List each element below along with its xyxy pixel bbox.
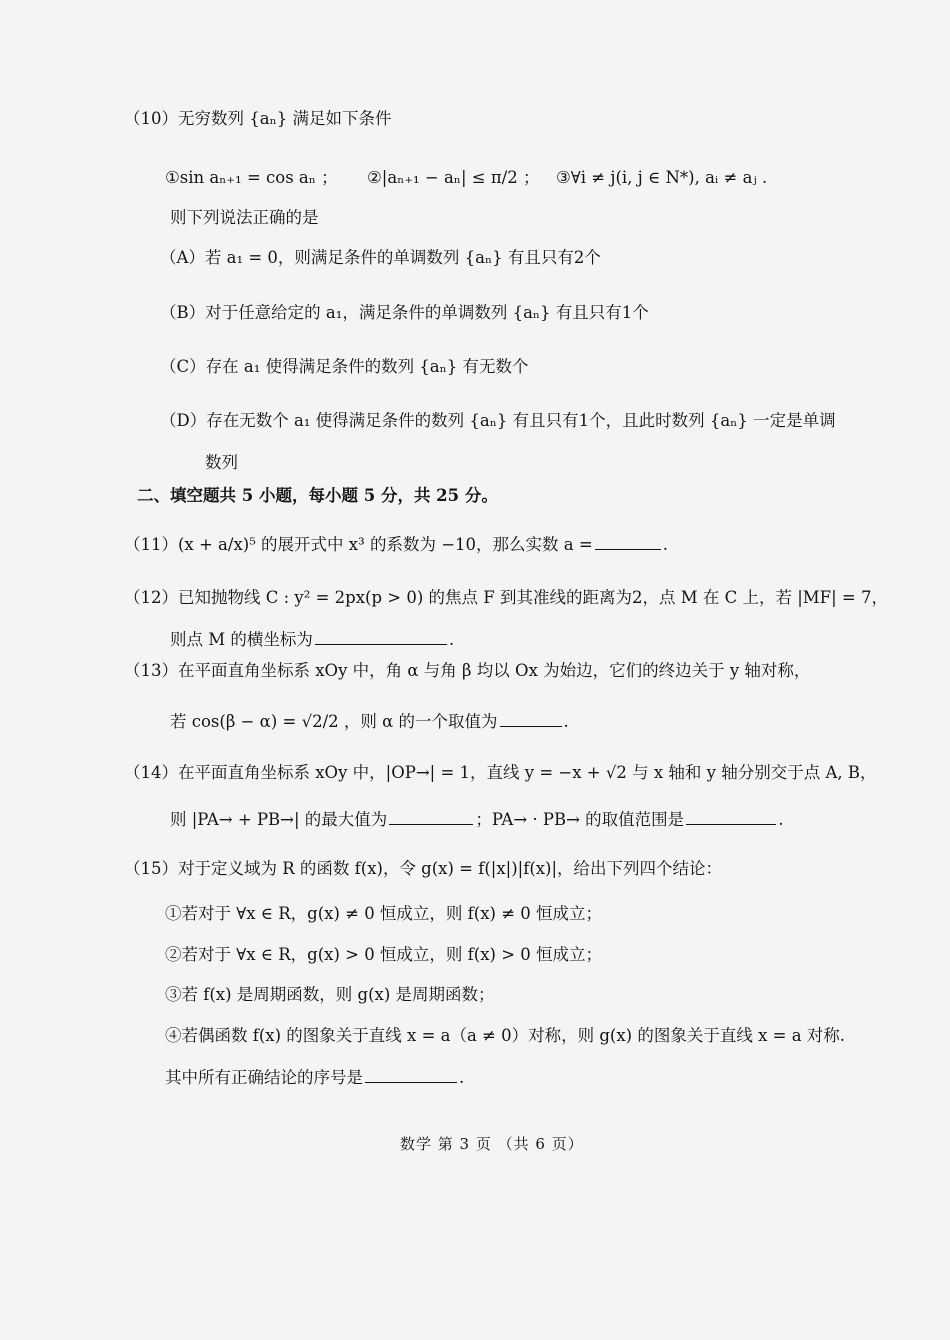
section-heading: 二、填空题共 5 小题，每小题 5 分，共 25 分。 [137,486,498,505]
page-footer: 数学 第 3 页 （共 6 页） [400,1135,584,1153]
q10-condition-3: ③∀i ≠ j(i, j ∈ N*), aᵢ ≠ aⱼ . [556,168,768,187]
q10-option-d-line1: （D）存在无数个 a₁ 使得满足条件的数列 {aₙ} 有且只有1个，且此时数列 {aₙ} 一定是单调 [160,411,836,430]
q11-text: （11）(x + a/x)⁵ 的展开式中 x³ 的系数为 −10，那么实数 a = [124,535,593,554]
q12-answer-blank[interactable] [315,628,447,645]
q15-conclusion-3: ③若 f(x) 是周期函数，则 g(x) 是周期函数； [165,985,495,1004]
q12-line2 [170,628,454,651]
q10-stem: （10）无穷数列 {aₙ} 满足如下条件 [124,109,392,128]
q10-condition-2: ②|aₙ₊₁ − aₙ| ≤ π/2 ； [367,168,540,187]
q15-ask [165,1066,464,1089]
q10-option-a: （A）若 a₁ = 0，则满足条件的单调数列 {aₙ} 有且只有2个 [160,248,601,267]
q15-ask-text: 其中所有正确结论的序号是 [165,1068,363,1087]
q15-conclusion-1: ①若对于 ∀x ∈ R，g(x) ≠ 0 恒成立，则 f(x) ≠ 0 恒成立； [165,904,603,923]
q12-ask: 则点 M 的横坐标为 [170,630,313,649]
q14-answer-blank-1[interactable] [389,808,473,825]
q15-answer-blank[interactable] [365,1066,457,1083]
q11 [124,533,668,556]
q14-answer-blank-2[interactable] [686,808,776,825]
q14-ask-max: 则 |PA→ + PB→| 的最大值为 [170,810,388,829]
q14-ask-range: ；PA→ · PB→ 的取值范围是 [475,810,685,829]
q14-line1: （14）在平面直角坐标系 xOy 中，|OP→| = 1，直线 y = −x + √2 与 x 轴和 y 轴分别交于点 A, B， [124,763,877,782]
q14-line2 [170,808,783,831]
q13-answer-blank[interactable] [500,710,562,727]
q13-end: . [563,712,569,731]
q12-end: . [448,630,455,649]
q15-conclusion-4: ④若偶函数 f(x) 的图象关于直线 x = a（a ≠ 0）对称，则 g(x) 的图象关于直线 x = a 对称. [165,1026,846,1045]
q10-condition-1: ①sin aₙ₊₁ = cos aₙ ； [165,168,338,187]
q12-line1: （12）已知抛物线 C : y² = 2px(p > 0) 的焦点 F 到其准线的距离为2，点 M 在 C 上，若 |MF| = 7， [124,588,888,607]
q10-option-c: （C）存在 a₁ 使得满足条件的数列 {aₙ} 有无数个 [160,357,529,376]
q11-end: . [662,535,668,554]
q10-option-d-line2: 数列 [205,453,238,472]
q13-line1: （13）在平面直角坐标系 xOy 中，角 α 与角 β 均以 Ox 为始边，它们的终边关于 y 轴对称， [124,661,811,680]
q11-answer-blank[interactable] [595,533,661,550]
q10-option-b: （B）对于任意给定的 a₁，满足条件的单调数列 {aₙ} 有且只有1个 [160,303,649,322]
q15-end: . [459,1068,465,1087]
q14-end: . [778,810,784,829]
q15-stem: （15）对于定义域为 R 的函数 f(x)，令 g(x) = f(|x|)|f(x)|，给出下列四个结论： [124,859,723,878]
q13-line2 [170,710,569,733]
q15-conclusion-2: ②若对于 ∀x ∈ R，g(x) > 0 恒成立，则 f(x) > 0 恒成立； [165,945,603,964]
q10-prompt: 则下列说法正确的是 [170,208,319,227]
q13-ask: 若 cos(β − α) = √2/2 ，则 α 的一个取值为 [170,712,498,731]
